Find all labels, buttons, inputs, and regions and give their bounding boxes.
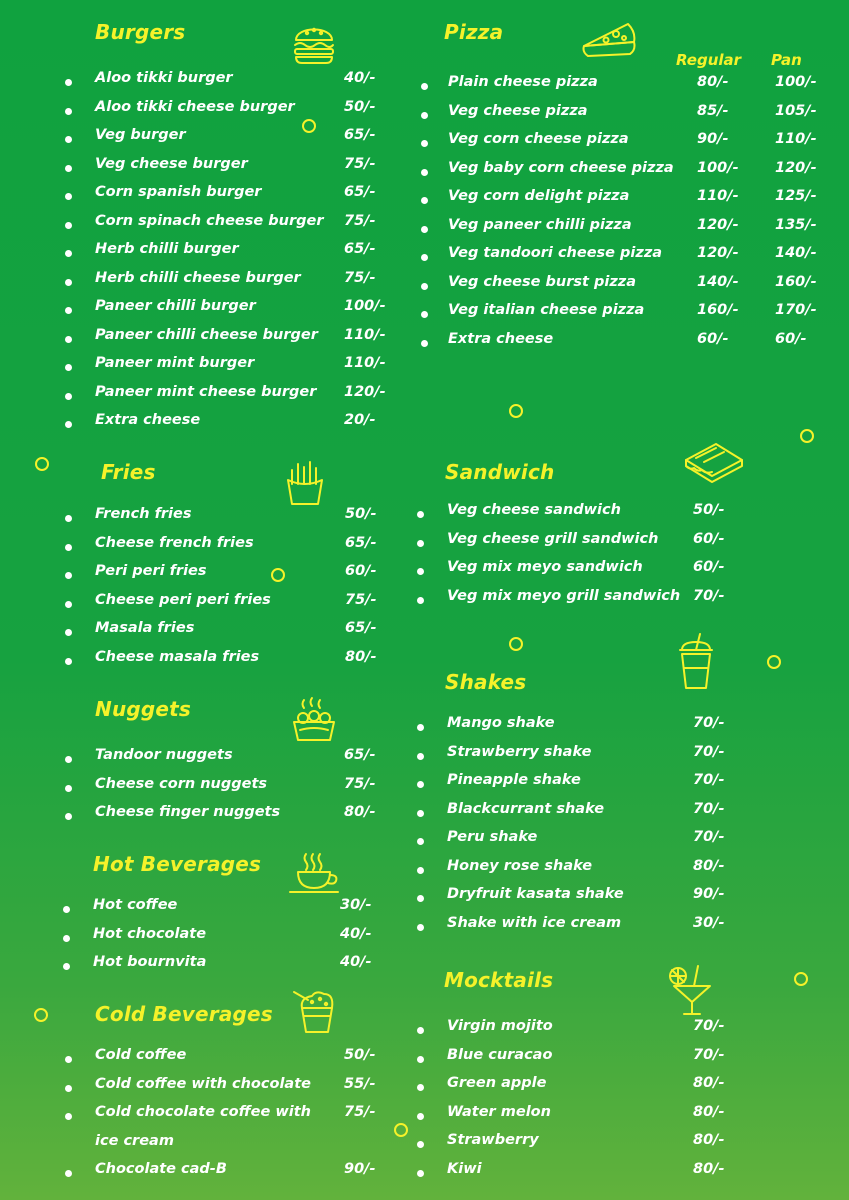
bullet-dot [417,540,424,547]
pizza-price-pan: 110/- [775,131,817,147]
menu-item-price: 50/- [344,1047,376,1063]
menu-item-name: Peru shake [447,829,538,845]
menu-item-price: 75/- [344,1104,376,1120]
decorative-ring [34,1008,48,1022]
menu-item-price: 90/- [693,886,725,902]
menu-item-price: 40/- [340,925,372,942]
section-title-pizza: Pizza [444,20,504,44]
decorative-ring [794,972,808,986]
menu-item-name: Blue curacao [447,1046,553,1063]
pizza-price-pan: 170/- [775,302,817,318]
menu-item-name: Veg paneer chilli pizza [448,216,632,233]
menu-item-price: 50/- [344,98,376,115]
menu-item-price: 80/- [693,1160,725,1177]
menu-item-name: Blackcurrant shake [447,800,605,817]
menu-item-price: 70/- [693,800,725,817]
pizza-col-regular-header: Regular [676,51,742,69]
bullet-dot [65,813,72,820]
pizza-slice-icon [578,18,640,62]
menu-item-name: Paneer mint burger [95,355,255,371]
bullet-dot [417,781,424,788]
menu-item-name: Veg cheese sandwich [447,502,621,518]
pizza-price-pan: 105/- [775,102,817,119]
menu-item-price: 70/- [693,743,725,760]
bullet-dot [65,364,72,371]
menu-item-name: Veg corn cheese pizza [448,131,629,147]
bullet-dot [417,1170,424,1177]
menu-item-name: Water melon [447,1103,551,1120]
bullet-dot [421,283,428,290]
bullet-dot [63,963,70,970]
menu-item-name: Corn spinach cheese burger [95,212,324,229]
menu-item-name: Veg mix meyo grill sandwich [447,587,681,604]
menu-item-price: 30/- [693,914,725,931]
pizza-price-pan: 125/- [775,188,817,204]
menu-item-price: 60/- [693,559,725,575]
bullet-dot [65,79,72,86]
menu-item-price: 65/- [344,127,376,143]
bullet-dot [63,935,70,942]
menu-item-price: 80/- [345,648,377,665]
menu-item-name: Cheese french fries [95,534,254,551]
menu-item-name: Hot coffee [93,897,178,913]
decorative-ring [394,1123,408,1137]
menu-item-name: Veg cheese grill sandwich [447,530,659,547]
menu-item-price: 50/- [345,506,377,522]
menu-item-name: Cheese finger nuggets [95,804,281,820]
burger-icon [290,18,338,66]
menu-item-name: Veg burger [95,127,186,143]
menu-item-name: Extra cheese [448,330,554,347]
pizza-price-regular: 90/- [697,131,729,147]
pizza-price-pan: 100/- [775,74,817,90]
pizza-price-pan: 160/- [775,273,817,290]
section-title-mocktails: Mocktails [444,968,554,992]
menu-item-name: Cheese masala fries [95,648,260,665]
menu-item-name: Cheese corn nuggets [95,775,268,792]
bullet-dot [417,895,424,902]
menu-item-name: French fries [95,506,192,522]
menu-item-name: Veg mix meyo sandwich [447,559,643,575]
pizza-price-regular: 85/- [697,102,729,119]
menu-item-name: Hot chocolate [93,925,207,942]
menu-item-name: Pineapple shake [447,772,581,788]
bullet-dot [417,597,424,604]
shake-cup-icon [674,632,718,692]
menu-item-price: 120/- [344,383,386,400]
menu-item-price: 70/- [693,1046,725,1063]
menu-item-price: 65/- [344,184,376,200]
menu-item-name: Cold coffee [95,1047,187,1063]
menu-item-name: Mango shake [447,715,555,731]
menu-item-price: 40/- [344,70,376,86]
menu-item-name: Veg corn delight pizza [448,188,630,204]
pizza-price-regular: 120/- [697,245,739,261]
menu-item-price: 75/- [344,775,376,792]
menu-item-name: ice cream [95,1132,174,1149]
decorative-ring [509,637,523,651]
bullet-dot [417,1056,424,1063]
bullet-dot [65,658,72,665]
bullet-dot [65,136,72,143]
menu-item-name: Masala fries [95,620,195,636]
menu-item-name: Dryfruit kasata shake [447,886,624,902]
menu-item-name: Peri peri fries [95,563,207,579]
pizza-price-regular: 60/- [697,330,729,347]
bullet-dot [65,279,72,286]
menu-item-price: 60/- [345,563,377,579]
bullet-dot [417,753,424,760]
menu-item-name: Corn spanish burger [95,184,262,200]
menu-item-name: Aloo tikki cheese burger [95,98,295,115]
bullet-dot [417,867,424,874]
bullet-dot [421,197,428,204]
decorative-ring [767,655,781,669]
menu-item-price: 110/- [344,326,386,343]
bullet-dot [421,169,428,176]
bullet-dot [417,568,424,575]
bullet-dot [65,629,72,636]
menu-item-name: Cold coffee with chocolate [95,1075,311,1092]
menu-item-name: Honey rose shake [447,857,593,874]
pizza-price-regular: 80/- [697,74,729,90]
menu-item-price: 70/- [693,772,725,788]
menu-item-name: Cold chocolate coffee with [95,1104,311,1120]
section-title-fries: Fries [101,460,156,484]
menu-item-price: 70/- [693,829,725,845]
bullet-dot [65,1113,72,1120]
bullet-dot [65,307,72,314]
decorative-ring [302,119,316,133]
menu-item-name: Extra cheese [95,412,201,428]
bullet-dot [421,311,428,318]
bullet-dot [65,1170,72,1177]
menu-item-price: 80/- [693,857,725,874]
bullet-dot [65,572,72,579]
nuggets-icon [290,696,338,744]
menu-item-name: Strawberry [447,1132,539,1148]
ice-cream-icon [290,986,342,1036]
menu-item-price: 75/- [345,591,377,608]
bullet-dot [65,785,72,792]
menu-item-name: Paneer chilli burger [95,298,256,314]
fries-icon [282,458,328,508]
decorative-ring [509,404,523,418]
pizza-price-regular: 110/- [697,188,739,204]
bullet-dot [65,1085,72,1092]
pizza-price-regular: 140/- [697,273,739,290]
bullet-dot [421,140,428,147]
bullet-dot [63,906,70,913]
bullet-dot [65,421,72,428]
bullet-dot [417,810,424,817]
menu-item-name: Chocolate cad-B [95,1161,227,1177]
decorative-ring [35,457,49,471]
pizza-price-pan: 120/- [775,159,817,176]
menu-item-name: Cheese peri peri fries [95,591,271,608]
pizza-price-regular: 120/- [697,216,739,233]
section-title-shakes: Shakes [445,670,527,694]
bullet-dot [65,1056,72,1063]
coffee-cup-icon [286,852,342,896]
menu-item-name: Hot bournvita [93,954,207,970]
menu-item-price: 90/- [344,1161,376,1177]
bullet-dot [421,226,428,233]
bullet-dot [65,544,72,551]
bullet-dot [421,340,428,347]
menu-item-price: 100/- [344,298,386,314]
menu-item-name: Strawberry shake [447,743,592,760]
bullet-dot [65,336,72,343]
menu-item-name: Veg italian cheese pizza [448,302,645,318]
bullet-dot [417,511,424,518]
menu-item-price: 50/- [693,502,725,518]
menu-item-price: 110/- [344,355,386,371]
menu-item-price: 40/- [340,954,372,970]
bullet-dot [417,1027,424,1034]
menu-item-price: 30/- [340,897,372,913]
bullet-dot [417,724,424,731]
menu-item-price: 20/- [344,412,376,428]
menu-item-name: Paneer chilli cheese burger [95,326,318,343]
menu-item-price: 65/- [344,747,376,763]
section-title-nuggets: Nuggets [95,697,192,721]
menu-item-price: 80/- [693,1103,725,1120]
menu-item-name: Virgin mojito [447,1018,553,1034]
bullet-dot [65,601,72,608]
menu-item-name: Plain cheese pizza [448,74,598,90]
bullet-dot [417,924,424,931]
bullet-dot [421,254,428,261]
pizza-price-regular: 100/- [697,159,739,176]
pizza-price-pan: 60/- [775,330,807,347]
menu-item-price: 70/- [693,1018,725,1034]
bullet-dot [417,838,424,845]
sandwich-icon [682,440,746,486]
menu-item-name: Green apple [447,1075,547,1091]
menu-item-price: 80/- [344,804,376,820]
decorative-ring [800,429,814,443]
menu-item-price: 65/- [345,620,377,636]
bullet-dot [417,1113,424,1120]
section-title-cold-beverages: Cold Beverages [95,1002,273,1026]
menu-item-price: 80/- [693,1075,725,1091]
menu-item-price: 75/- [344,155,376,172]
menu-item-name: Veg cheese pizza [448,102,588,119]
bullet-dot [65,515,72,522]
menu-item-price: 60/- [693,530,725,547]
bullet-dot [65,222,72,229]
cocktail-glass-icon [664,964,716,1018]
menu-item-price: 75/- [344,269,376,286]
menu-item-price: 70/- [693,587,725,604]
bullet-dot [65,250,72,257]
bullet-dot [417,1141,424,1148]
menu-item-name: Herb chilli cheese burger [95,269,301,286]
menu-item-price: 80/- [693,1132,725,1148]
menu-item-name: Herb chilli burger [95,241,239,257]
decorative-ring [271,568,285,582]
bullet-dot [421,112,428,119]
menu-item-name: Kiwi [447,1160,482,1177]
pizza-col-pan-header: Pan [771,51,802,69]
section-title-sandwich: Sandwich [445,460,555,484]
pizza-price-pan: 140/- [775,245,817,261]
bullet-dot [65,193,72,200]
menu-item-price: 55/- [344,1075,376,1092]
menu-item-name: Veg cheese burger [95,155,248,172]
bullet-dot [65,393,72,400]
section-title-burgers: Burgers [95,20,186,44]
menu-item-name: Veg baby corn cheese pizza [448,159,674,176]
section-title-hot-beverages: Hot Beverages [93,852,262,876]
bullet-dot [65,756,72,763]
pizza-price-pan: 135/- [775,216,817,233]
menu-item-name: Paneer mint cheese burger [95,383,317,400]
menu-item-name: Tandoor nuggets [95,747,233,763]
menu-item-name: Veg tandoori cheese pizza [448,245,663,261]
menu-item-name: Aloo tikki burger [95,70,233,86]
bullet-dot [421,83,428,90]
menu-item-price: 65/- [344,241,376,257]
menu-item-name: Shake with ice cream [447,914,622,931]
menu-item-price: 65/- [345,534,377,551]
menu-item-name: Veg cheese burst pizza [448,273,637,290]
menu-item-price: 75/- [344,212,376,229]
menu-item-price: 70/- [693,715,725,731]
bullet-dot [417,1084,424,1091]
pizza-price-regular: 160/- [697,302,739,318]
bullet-dot [65,108,72,115]
bullet-dot [65,165,72,172]
